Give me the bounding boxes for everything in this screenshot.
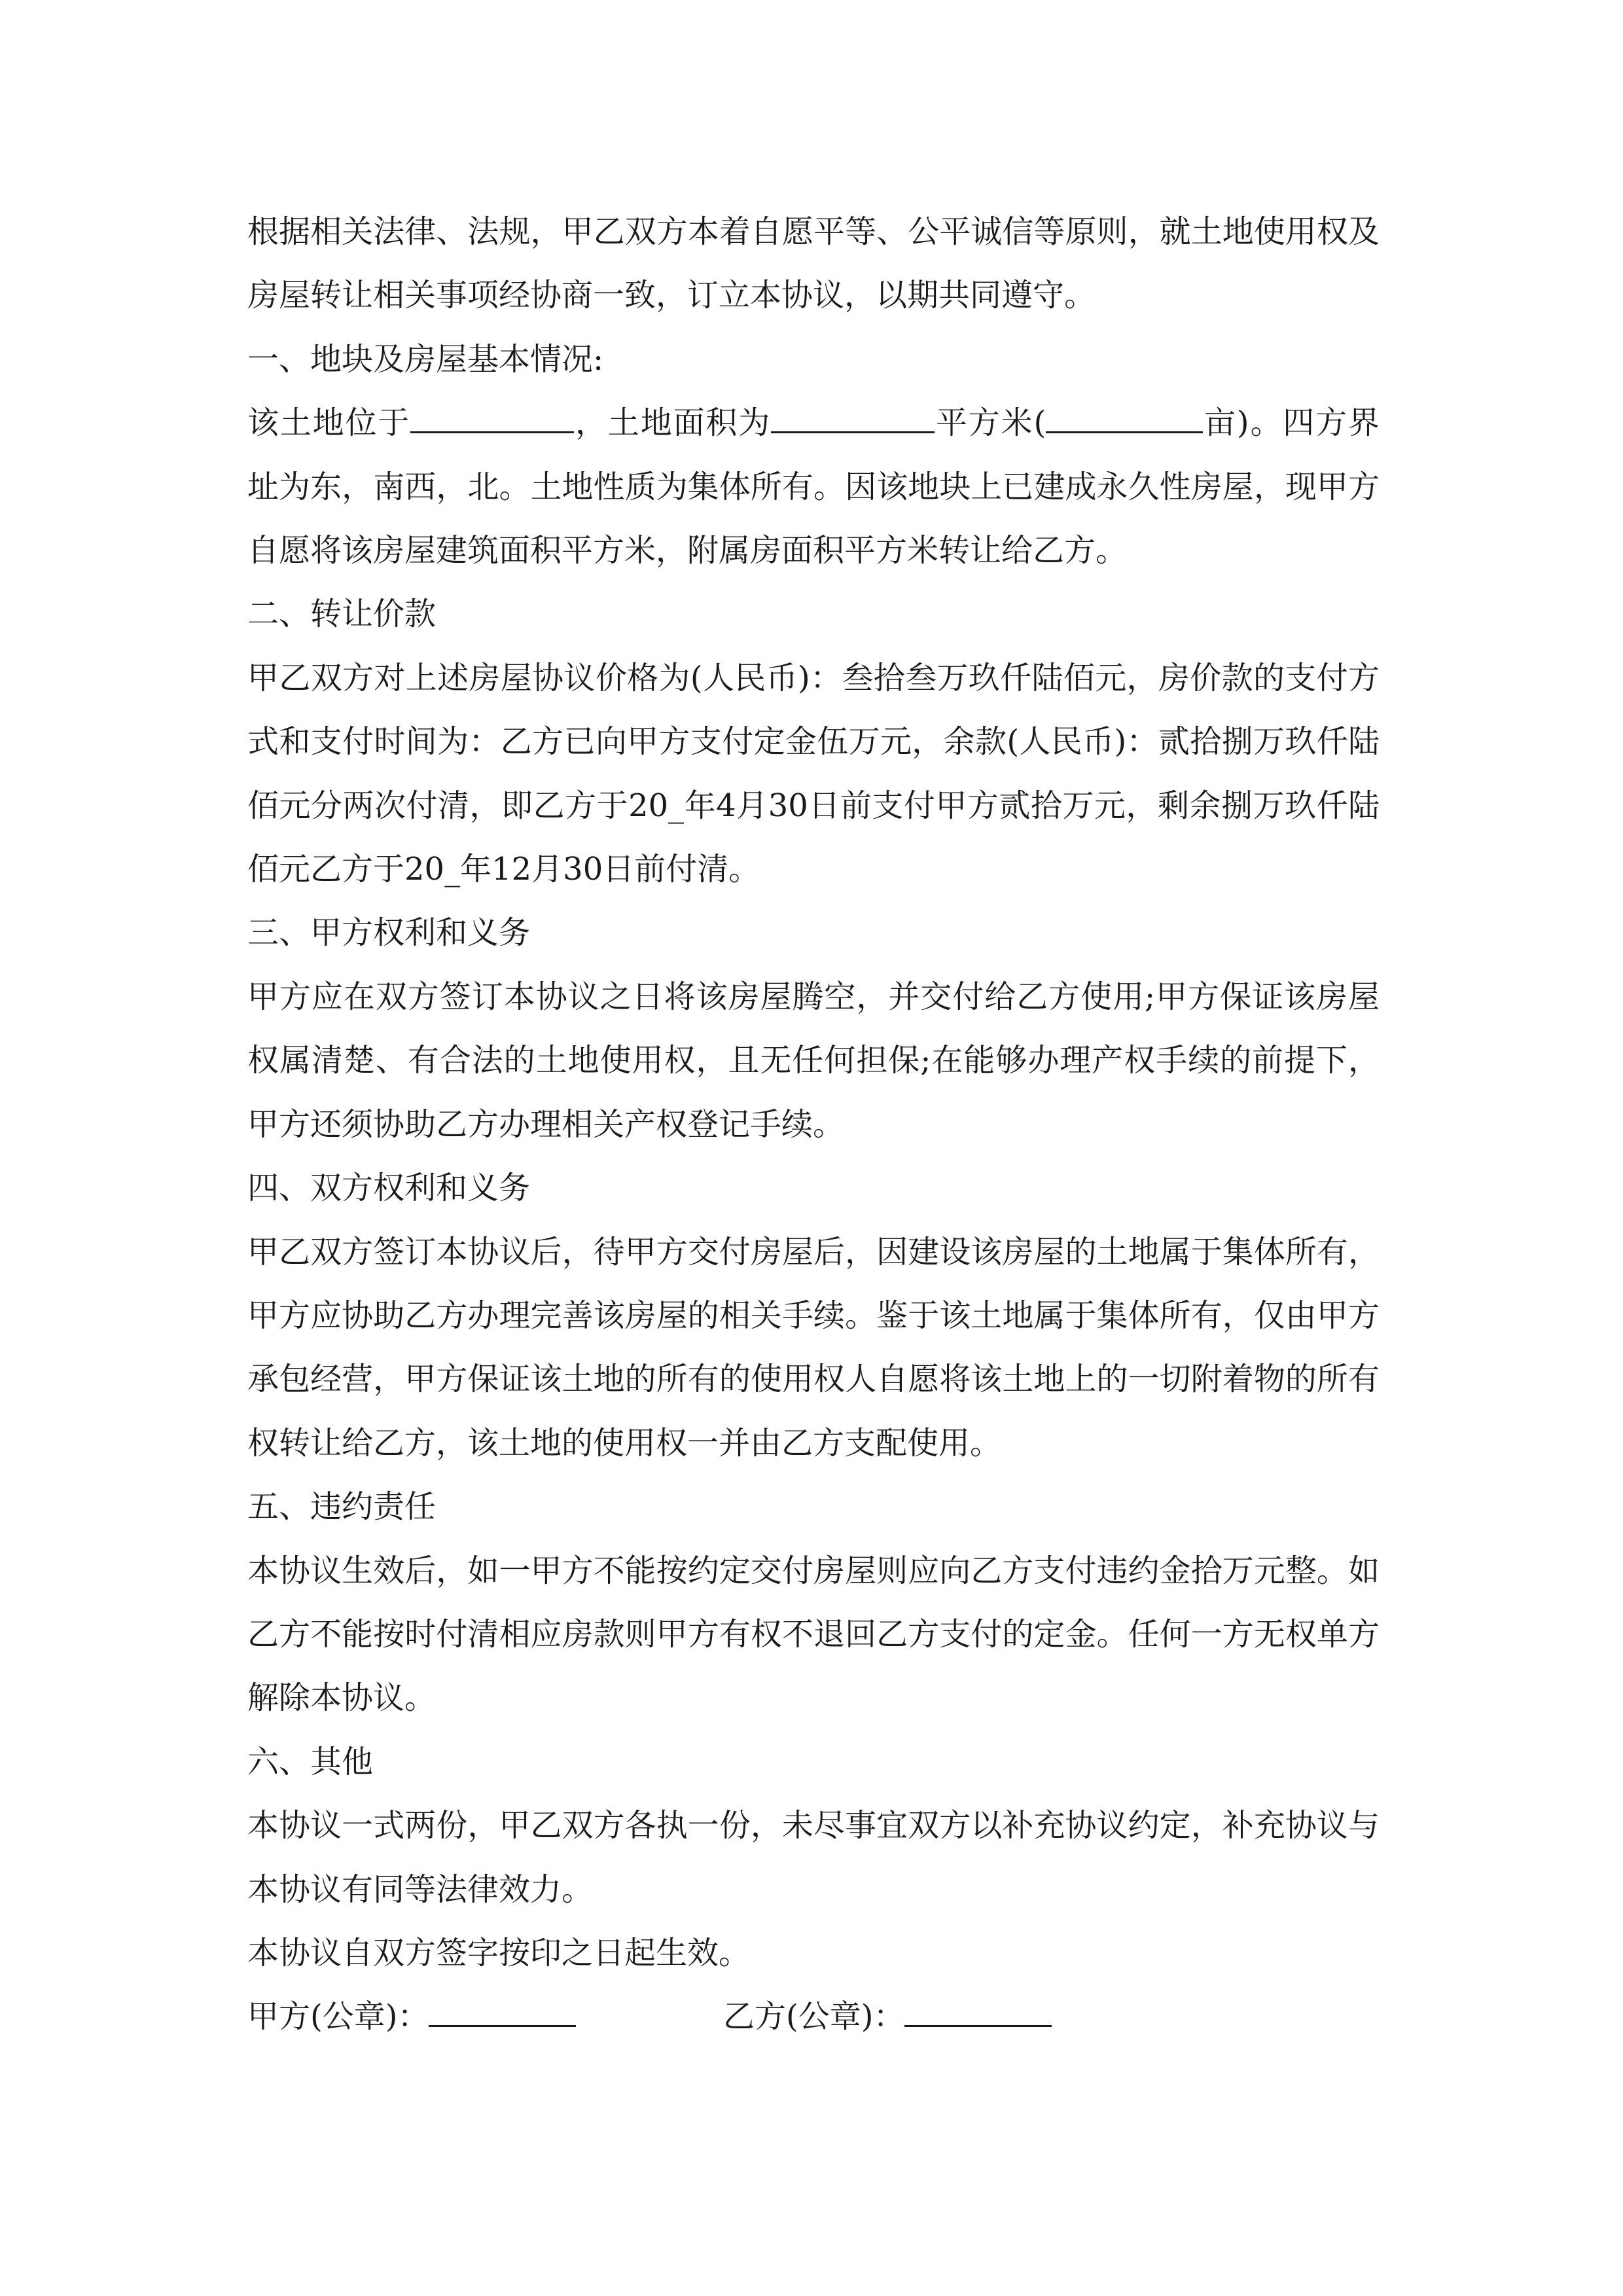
section5-paragraph: 本协议生效后，如一甲方不能按约定交付房屋则应向乙方支付违约金拾万元整。如乙方不能按时付清相应房款则甲方有权不退回乙方支付的定金。任何一方无权单方解除本协议。 (247, 1552, 1380, 1717)
section6-paragraph-1: 本协议一式两份，甲乙双方各执一份，未尽事宜双方以补充协议约定，补充协议与本协议有同等法律效力。 (247, 1807, 1380, 1908)
section1-remainder: 亩)。四方界址为东，南西，北。土地性质为集体所有。因该地块上已建成永久性房屋，现甲方自愿将该房屋建筑面积平方米，附属房面积平方米转让给乙方。 (247, 404, 1380, 569)
party-a-label: 甲方(公章)： (247, 1998, 429, 2036)
location-label: 该土地位于 (247, 404, 411, 442)
area-blank (771, 403, 935, 433)
mu-blank (1046, 403, 1203, 433)
party-b-signature-blank[interactable] (904, 1997, 1052, 2027)
section6-heading: 六、其他 (247, 1743, 374, 1780)
section4-paragraph: 甲乙双方签订本协议后，待甲方交付房屋后，因建设该房屋的土地属于集体所有，甲方应协助乙方办理完善该房屋的相关手续。鉴于该土地属于集体所有，仅由甲方承包经营，甲方保证该土地的所有的使用权人自愿将该土地上的一切附着物的所有权转让给乙方，该土地的使用权一并由乙方支配使用。 (247, 1233, 1380, 1462)
section6-paragraph-2: 本协议自双方签字按印之日起生效。 (247, 1934, 751, 1971)
party-b-label: 乙方(公章)： (723, 1998, 905, 2036)
section1-paragraph (247, 391, 1380, 583)
party-b-signature (723, 1985, 1052, 2049)
signature-row (247, 1985, 1380, 2049)
section1-heading: 一、地块及房屋基本情况: (247, 340, 604, 378)
section3-heading: 三、甲方权利和义务 (247, 914, 531, 952)
area-unit-label: 平方米( (935, 404, 1046, 442)
section3-paragraph: 甲方应在双方签订本协议之日将该房屋腾空，并交付给乙方使用;甲方保证该房屋权属清楚、有合法的土地使用权，且无任何担保;在能够办理产权手续的前提下，甲方还须协助乙方办理相关产权登记手续。 (247, 978, 1380, 1143)
location-blank (410, 403, 574, 433)
agreement-body (247, 200, 1380, 2049)
party-a-signature (247, 1985, 723, 2049)
section2-paragraph: 甲乙双方对上述房屋协议价格为(人民币)：叁拾叁万玖仟陆佰元，房价款的支付方式和支付时间为：乙方已向甲方支付定金伍万元，余款(人民币)：贰拾捌万玖仟陆佰元分两次付清，即乙方于20_年4月30日前支付甲方贰拾万元，剩余捌万玖仟陆佰元乙方于20_年12月30日前付清。 (247, 659, 1380, 888)
section5-heading: 五、违约责任 (247, 1488, 437, 1526)
party-a-signature-blank[interactable] (429, 1997, 576, 2027)
section4-heading: 四、双方权利和义务 (247, 1170, 531, 1207)
intro-paragraph: 根据相关法律、法规，甲乙双方本着自愿平等、公平诚信等原则，就土地使用权及房屋转让相关事项经协商一致，订立本协议，以期共同遵守。 (247, 213, 1380, 314)
area-label: ，土地面积为 (574, 404, 772, 442)
section2-heading: 二、转让价款 (247, 596, 437, 633)
